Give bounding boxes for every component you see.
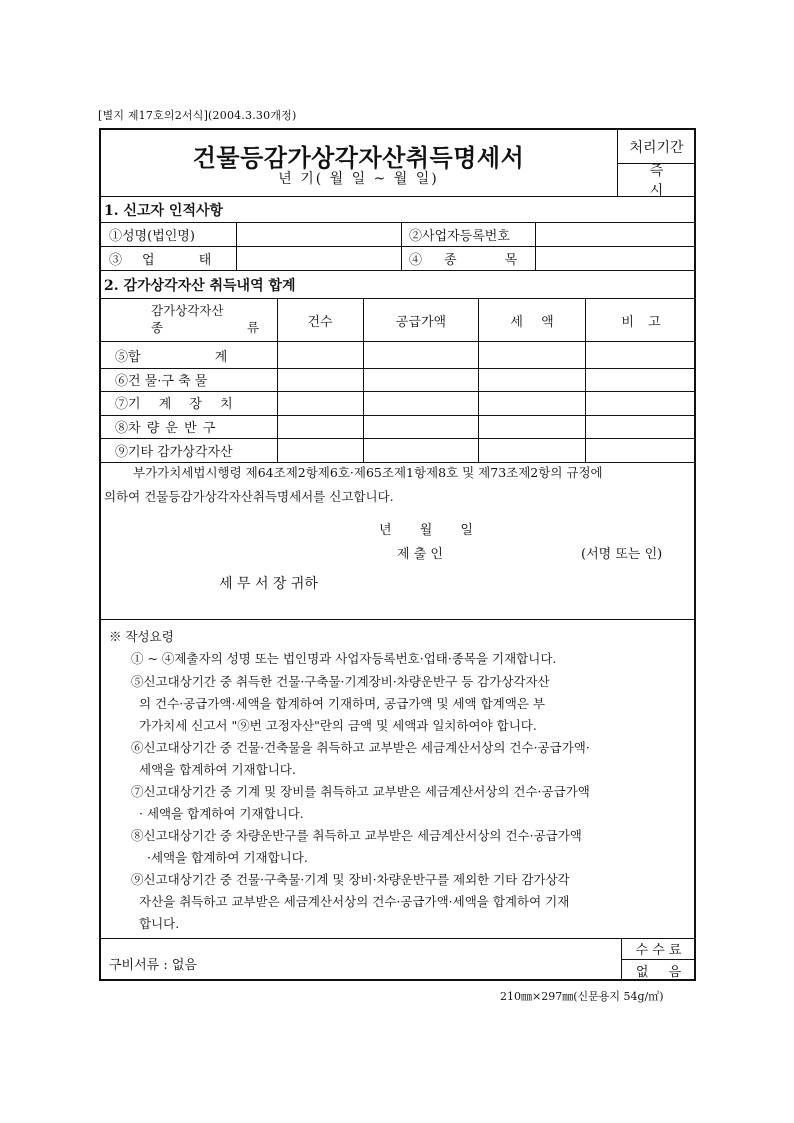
instruction-line: ⑨신고대상기간 중 건물·구축물·기계 및 장비·차량운반구를 제외한 기타 감가상각 [131, 872, 570, 887]
form-code: [별지 제17호의2서식](2004.3.30개정) [98, 109, 297, 122]
header-supply: 공급가액 [395, 314, 447, 330]
attachments: 구비서류 : 없음 [109, 958, 197, 973]
row-label-vehicles: ⑧차 량 운 반 구 [115, 421, 216, 436]
business-field[interactable] [237, 247, 400, 270]
instruction-line: 의 건수·공급가액·세액을 합계하여 기재하며, 공급가액 및 세액 합계액은 부 [139, 696, 545, 711]
processing-label: 처리기간 [629, 139, 684, 156]
item-label: ④종 목 [409, 253, 540, 268]
row-label-buildings: ⑥건 물·구 축 물 [115, 374, 208, 389]
name-field[interactable] [237, 223, 400, 246]
declaration-line2: 의하여 건물등감가상각자산취득명세서를 신고합니다. [104, 489, 394, 504]
paper-spec: 210㎜×297㎜(신문용지 54g/㎡) [500, 990, 664, 1003]
instructions-heading: ※ 작성요령 [109, 629, 174, 644]
reg-number-label: ②사업자등록번호 [409, 229, 510, 244]
item-field[interactable] [536, 247, 696, 270]
reg-number-field[interactable] [536, 223, 696, 246]
instruction-line: ⑤신고대상기간 중 취득한 건물·구축물·기계장비·차량운반구 등 감가상각자산 [131, 674, 550, 689]
instruction-line: ⑦신고대상기간 중 기계 및 장비를 취득하고 교부받은 세금계산서상의 건수·공급가액 [131, 784, 590, 799]
row-label-total: ⑤합 계 [115, 350, 228, 365]
instruction-line: ① ~ ④제출자의 성명 또는 법인명과 사업자등록번호·업태·종목을 기재합니다. [131, 651, 557, 666]
instruction-line: ⑧신고대상기간 중 차량운반구를 취득하고 교부받은 세금계산서상의 건수·공급가액 [131, 828, 582, 843]
row-label-machinery: ⑦기 계 장 치 [115, 397, 233, 412]
section1-title: 1. 신고자 인적사항 [104, 203, 224, 219]
period-line: 년 기( 월 일 ~ 월 일) [278, 171, 439, 187]
business-label: ③업 태 [109, 253, 232, 268]
header-count: 건수 [307, 314, 333, 330]
signature-note: (서명 또는 인) [581, 547, 663, 562]
header-note: 비 고 [621, 314, 661, 330]
row-label-other: ⑨기타 감가상각자산 [115, 445, 233, 460]
fee-label: 수 수 료 [635, 943, 682, 958]
declaration-date: 년 월 일 [379, 523, 473, 538]
header-type-line2: 종 류 [151, 320, 300, 335]
fee-value: 없 음 [635, 964, 682, 980]
instruction-line: 세액을 합계하여 기재합니다. [139, 762, 296, 777]
header-tax: 세 액 [510, 314, 554, 330]
form-title: 건물등감가상각자산취득명세서 [192, 143, 525, 172]
submitter-label: 제 출 인 [397, 547, 443, 562]
instruction-line: ⑥신고대상기간 중 건물·건축물을 취득하고 교부받은 세금계산서상의 건수·공급가액· [131, 740, 590, 755]
instruction-line: 자산을 취득하고 교부받은 세금계산서상의 건수·공급가액·세액을 합계하여 기재 [139, 894, 570, 909]
instruction-line: ·세액을 합계하여 기재합니다. [147, 850, 308, 865]
name-label: ①성명(법인명) [109, 229, 195, 244]
recipient: 세 무 서 장 귀하 [219, 576, 318, 592]
header-type-line1: 감가상각자산 [151, 303, 224, 318]
processing-value: 즉 시 [649, 162, 682, 199]
form-frame [99, 128, 696, 981]
instruction-line: 합니다. [139, 916, 180, 931]
instruction-line: 가가치세 신고서 "⑨번 고정자산"란의 금액 및 세액과 일치하여야 합니다. [139, 718, 537, 733]
declaration-line1: 부가가치세법시행령 제64조제2항제6호·제65조제1항제8호 및 제73조제2항의 규정에 [133, 465, 603, 480]
instruction-line: · 세액을 합계하여 기재합니다. [139, 806, 304, 821]
section2-title: 2. 감가상각자산 취득내역 합계 [104, 278, 296, 294]
